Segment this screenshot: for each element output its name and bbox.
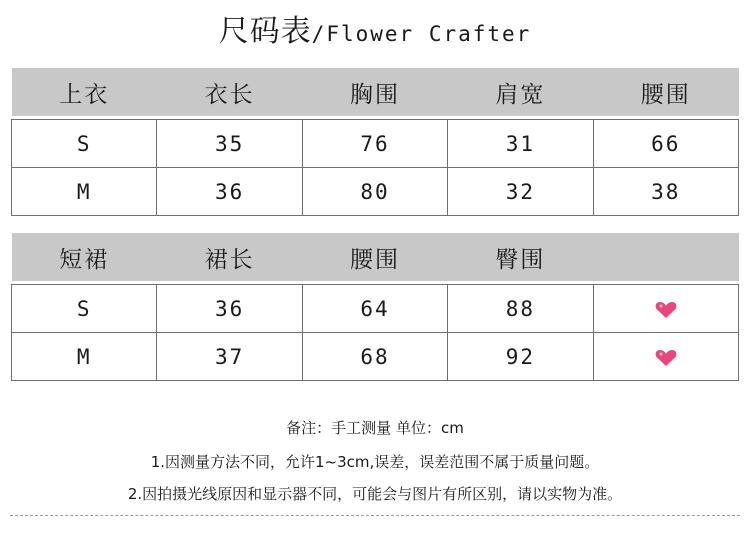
note-line-2: 2.因拍摄光线原因和显示器不同，可能会与图片有所区别，请以实物为准。 xyxy=(127,485,623,503)
table-row xyxy=(12,120,739,168)
header-cell: 衣长 xyxy=(157,68,302,116)
dashed-divider xyxy=(10,515,740,516)
value-cell: 37 xyxy=(157,333,302,381)
page-title xyxy=(0,12,750,56)
value-cell: 68 xyxy=(302,333,447,381)
table-row xyxy=(12,285,739,333)
value-cell: 76 xyxy=(302,120,447,168)
header-cell: 腰围 xyxy=(302,233,447,281)
value-cell: 66 xyxy=(593,120,738,168)
heart-icon xyxy=(655,349,677,367)
value-cell: 36 xyxy=(157,285,302,333)
value-cell: 31 xyxy=(448,120,593,168)
table-header-row xyxy=(12,68,739,116)
heart-cell xyxy=(593,285,738,333)
table-row xyxy=(12,168,739,216)
value-cell: 32 xyxy=(448,168,593,216)
header-cell: 腰围 xyxy=(593,68,738,116)
title-brand: /Flower Crafter xyxy=(311,22,532,46)
header-cell xyxy=(593,233,738,281)
note-line-1: 1.因测量方法不同，允许1~3cm,误差，误差范围不属于质量问题。 xyxy=(150,453,600,471)
value-cell: 88 xyxy=(448,285,593,333)
title-chinese: 尺码表 xyxy=(218,14,312,49)
header-cell: 短裙 xyxy=(12,233,157,281)
top-size-table xyxy=(11,68,739,216)
heart-cell xyxy=(593,333,738,381)
value-cell: 38 xyxy=(593,168,738,216)
size-cell: M xyxy=(12,333,157,381)
size-cell: S xyxy=(12,120,157,168)
table-header-row xyxy=(12,233,739,281)
value-cell: 36 xyxy=(157,168,302,216)
size-cell: S xyxy=(12,285,157,333)
skirt-size-table xyxy=(11,233,739,381)
size-cell: M xyxy=(12,168,157,216)
value-cell: 92 xyxy=(448,333,593,381)
header-cell: 裙长 xyxy=(157,233,302,281)
value-cell: 64 xyxy=(302,285,447,333)
header-cell: 上衣 xyxy=(12,68,157,116)
header-cell: 胸围 xyxy=(302,68,447,116)
heart-icon xyxy=(655,301,677,319)
table-row xyxy=(12,333,739,381)
value-cell: 80 xyxy=(302,168,447,216)
header-cell: 臀围 xyxy=(448,233,593,281)
value-cell: 35 xyxy=(157,120,302,168)
notes-heading: 备注：手工测量 单位：cm xyxy=(286,419,464,437)
header-cell: 肩宽 xyxy=(448,68,593,116)
